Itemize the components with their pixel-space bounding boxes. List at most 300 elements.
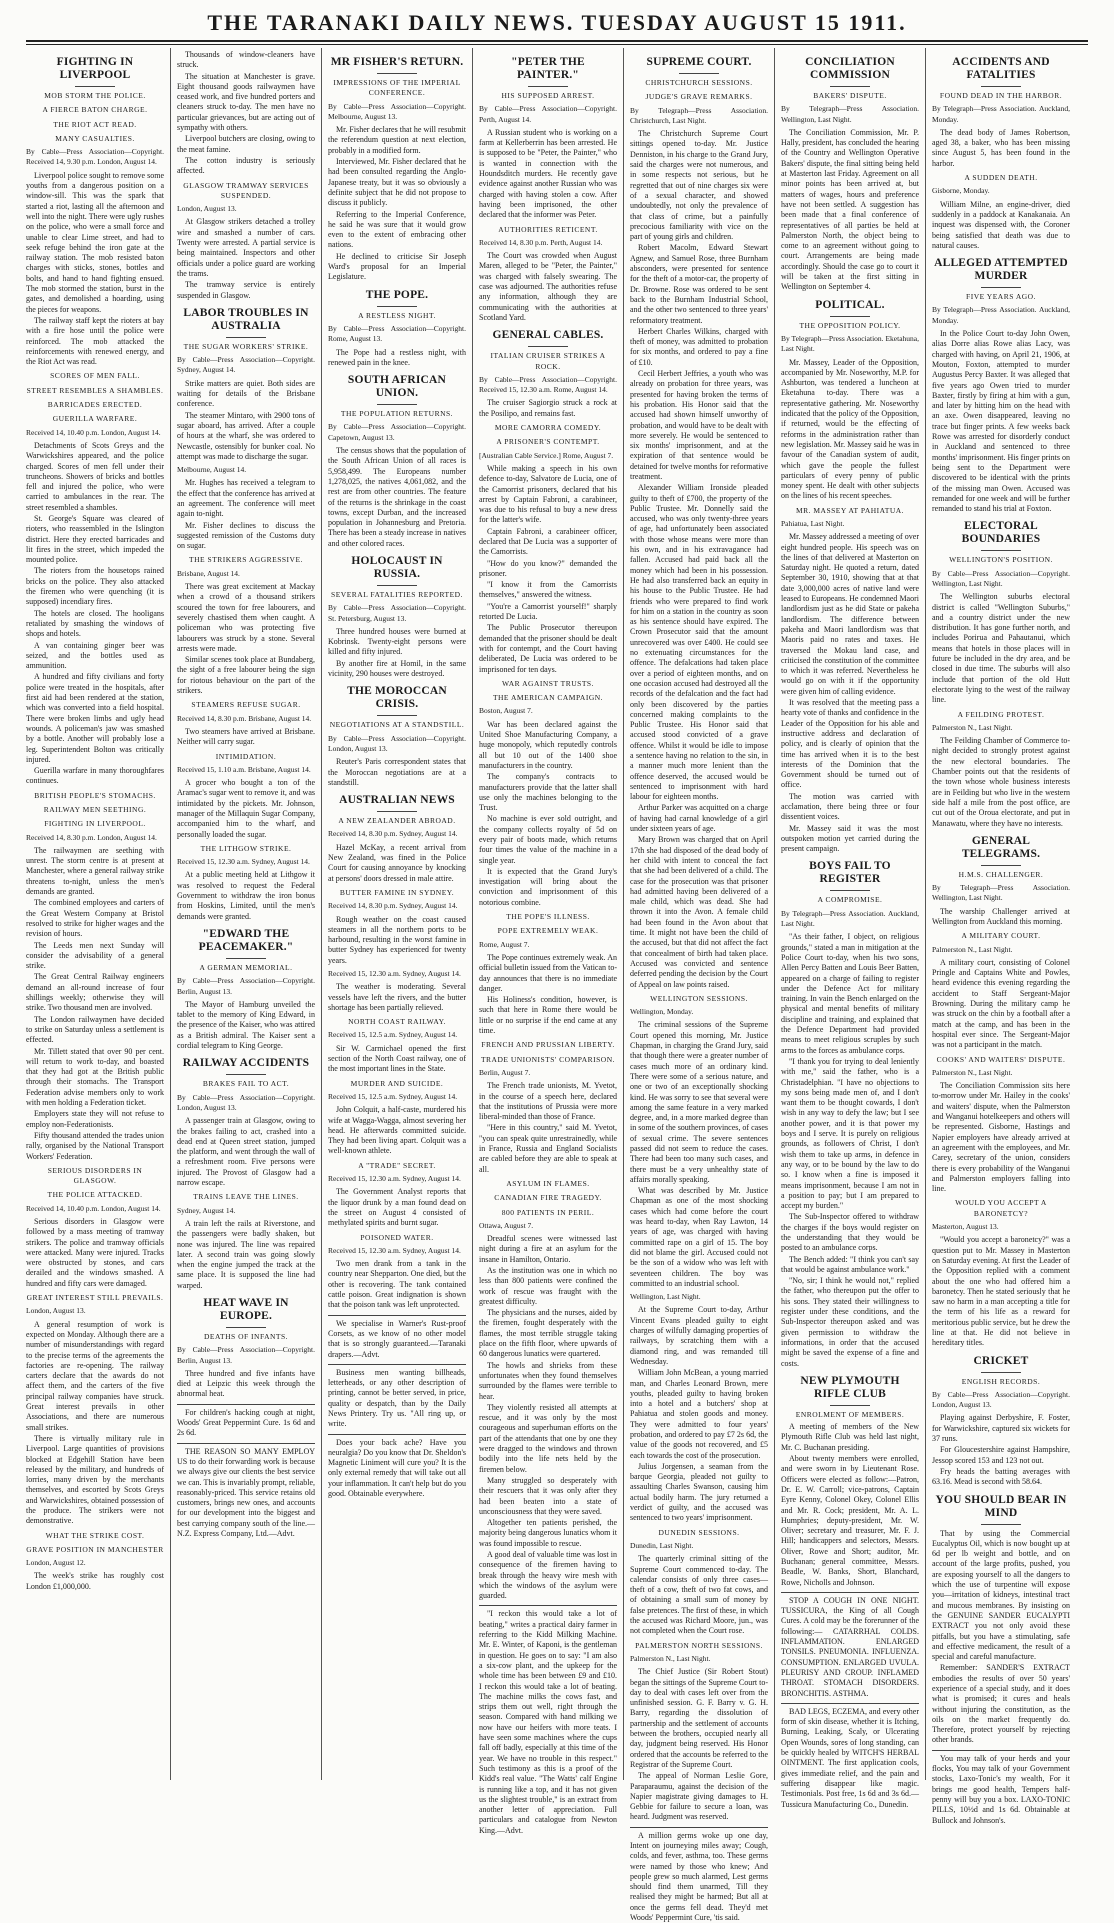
headline-rule bbox=[377, 73, 417, 74]
paragraph: Julius Jorgensen, a seaman from the barque Georgia, pleaded not guilty to assaulting Charles Swanson, causing him actual bodily harm. The jury returned a verdict of guilty, and the accused was sentenced to two years' imprisonment. bbox=[630, 1461, 768, 1523]
headline-rule bbox=[377, 811, 417, 812]
paragraph: While making a speech in his own defence to-day, Salvatore de Lucia, one of the Camorrist prisoners, declared that his arrest by Captain Fabroni, a carabineer, was due to his refusal to buy a new dress for the latter's wife. bbox=[479, 463, 617, 525]
headline-rule bbox=[981, 1524, 1021, 1525]
article-subheading: A GERMAN MEMORIAL. bbox=[199, 962, 293, 972]
column-4 bbox=[479, 50, 617, 1835]
headline-rule bbox=[377, 715, 417, 716]
paragraph: Altogether ten patients perished, the majority being dangerous lunatics whom it was found impossible to rescue. bbox=[479, 1518, 617, 1548]
article-headline: CONCILIATION COMMISSION bbox=[805, 56, 895, 81]
article-subheading: GLASGOW TRAMWAY SERVICES SUSPENDED. bbox=[183, 180, 309, 200]
dateline: By Cable—Press Association—Copyright. Perth, August 14. bbox=[479, 104, 617, 124]
paragraph: Mr. Tillett stated that over 90 per cent. will return to work to-day, and boasted that they had got at the British public through their stomachs. The Transport Federation advise members only to work with men holding a Federation ticket. bbox=[26, 1046, 164, 1108]
advertisement: THE REASON SO MANY EMPLOY US to do their forwarding work is because we always give our clients the best service we can. This is invariably prompt, reliable, reasonably-priced. This service retains old customers, brings new ones, and accounts for our development into the biggest and best carrying company south of the line.—N.Z. Express Company, Ltd.—Advt. bbox=[177, 1443, 315, 1540]
article-subheading: INTIMIDATION. bbox=[215, 751, 277, 761]
paragraph: A general resumption of work is expected on Monday. Although there are a number of misunderstandings with regard to the precise terms of the agreements the factories are re-opening. The railway carters declare that the awards do not affect them, and the carters of the five principal railway companies have struck. Great interest prevails in other Associations, and there are numerous small strikes. bbox=[26, 1319, 164, 1432]
paragraph: Liverpool police sought to remove some youths from a dangerous position on a window-sill. This was the spark that started a riot, lasting all the afternoon and well into the night. There were ugly rushes on the police, who were a small force and unable to clear Lime street, and had to seek refuge behind the iron gate at the railway station. The mob resisted baton charges with sticks, stones, bottles and bolts, and hand to hand fighting ensued. The mob stormed the station, burst in the gates, and demolished a hoarding, using the pieces for weapons. bbox=[26, 170, 164, 314]
dateline: By Telegraph—Press Association. Wellington, Last Night. bbox=[932, 883, 1070, 903]
column-2 bbox=[177, 50, 315, 1780]
headline-rule bbox=[226, 337, 266, 338]
headline-rule bbox=[830, 890, 870, 891]
headline-rule bbox=[981, 1372, 1021, 1373]
paragraph: "Would you accept a baronetcy?" was a question put to Mr. Massey in Masterton on Saturday evening. At first the Leader of the Opposition replied with a comment about the one who had offered him a baronetcy. Then he stated seriously that he saw no harm in a man accepting a title for the term of his life as a reward for meritorious public service, but he drew the line at that. He did not believe in hereditary titles. bbox=[932, 1235, 1070, 1348]
column-7 bbox=[932, 50, 1070, 1825]
paragraph: Many struggled so desperately with their rescuers that it was only after they had been beaten into a state of unconsciousness that they were saved. bbox=[479, 1475, 617, 1516]
paragraph: The Public Prosecutor thereupon demanded that the prisoner should be dealt with for contempt, and the Court having deliberated, De Lucia was ordered to be imprisoned for ten days. bbox=[479, 623, 617, 674]
paragraph: The hotels are closed. The hooligans retaliated by smashing the windows of shops and hotels. bbox=[26, 608, 164, 639]
headline-rule bbox=[377, 306, 417, 307]
paragraph: By another fire at Homil, in the same vicinity, 290 houses were destroyed. bbox=[328, 658, 466, 679]
column-divider bbox=[170, 48, 171, 1780]
dateline: Palmerston N., Last Night. bbox=[932, 944, 1013, 954]
paragraph: The Mayor of Hamburg unveiled the tablet to the memory of King Edward, in the presence of the Kaiser, who was attired as a British admiral. The Kaiser sent a cordial telegram to King George. bbox=[177, 999, 315, 1051]
dateline: By Cable—Press Association—Copyright. Berlin, August 13. bbox=[177, 976, 315, 996]
paragraph: "I thank you for trying to deal leniently with me," said the father, who is a Christadelphian. "I have no objections to my sons being made men of, and I don't want them to be thought cowards, I don't wish in any way to defy the law; but I see another power, and it is that power my boys and I serve. It is purely on religious grounds, as followers of Christ, I don't wish them to take up arms, in defence in any way, or to be bound by the law to do so. I know when a fine is imposed it means imprisonment, because I am not in a position to pay; but I am prepared to accept my burden." bbox=[781, 1056, 919, 1211]
column-6 bbox=[781, 50, 919, 1809]
article-subheading: ENROLMENT OF MEMBERS. bbox=[795, 1409, 905, 1419]
paragraph: Sir W. Carmichael opened the first section of the North Coast railway, one of the most important lines in the State. bbox=[328, 1043, 466, 1074]
paragraph: "No, sir; I think he would not," replied the father, who thereupon put the offer to his sons. They stated their willingness to register under these conditions, and the Sub-Inspector thereupon asked and was given permission to withdraw the informations, in order that the accused might be saved the expense of a fine and costs. bbox=[781, 1276, 919, 1368]
paragraph: St. George's Square was cleared of rioters, who reassembled in the Islington district. Here they erected barricades and lit fires in the street, which impeded the mounted police. bbox=[26, 513, 164, 565]
article-subheading: THE SUGAR WORKERS' STRIKE. bbox=[183, 341, 309, 351]
article-subheading: HIS SUPPOSED ARREST. bbox=[501, 91, 595, 100]
article-subheading: WELLINGTON SESSIONS. bbox=[650, 993, 748, 1003]
dateline: London, August 13. bbox=[26, 1306, 86, 1316]
article-headline: POLITICAL. bbox=[815, 298, 885, 311]
paragraph: Mr. Hughes has received a telegram to the effect that the conference has arrived at an agreement. The conference will meet again to-night. bbox=[177, 478, 315, 519]
article-subheading: IMPRESSIONS OF THE IMPERIAL CONFERENCE. bbox=[333, 78, 461, 98]
paragraph: The steamer Mintaro, with 2900 tons of sugar aboard, has arrived. After a couple of hours at the wharf, she was ordered to Newcastle, ostensibly for bunker coal. No attempt was made to discharge the sugar. bbox=[177, 410, 315, 461]
article-subheading: MANY CASUALTIES. bbox=[55, 133, 135, 143]
article-subheading: CHRISTCHURCH SESSIONS. bbox=[645, 78, 753, 87]
headline-rule bbox=[679, 73, 719, 74]
advertisement: Does your back ache? Have you neuralgia? Do you know that Dr. Sheldon's Magnetic Liniment will cure you? It is the only external remedy that will take out all your inflammation. It can't help but do you good. Obtainable everywhere. bbox=[328, 1434, 466, 1500]
article-subheading: GRAVE POSITION IN MANCHESTER bbox=[26, 1544, 164, 1554]
dateline: By Cable—Press Association—Copyright. London, August 13. bbox=[328, 733, 466, 753]
article-headline: HOLOCAUST IN RUSSIA. bbox=[351, 554, 443, 580]
article-subheading: MOB STORM THE POLICE. bbox=[44, 91, 146, 100]
dateline: Masterton, August 13. bbox=[932, 1222, 999, 1232]
paragraph: The Feilding Chamber of Commerce to-night decided to strongly protest against the new electoral boundaries. The Chamber points out that the residents of the town whose whole business interests are in Feilding but who live in the western side half a mile from the post office, are cut out of the Oroua electorate, and put in Manawatu, where they have no interests. bbox=[932, 736, 1070, 828]
article-subheading: STREET RESEMBLES A SHAMBLES. bbox=[26, 385, 164, 395]
dateline: Received 14, 8.30 p.m. London, August 14. bbox=[26, 832, 157, 842]
article-subheading: A RESTLESS NIGHT. bbox=[358, 310, 436, 320]
paragraph: Two men drank from a tank in the country near Shepparton. One died, but the other is recovering. The tank contained cattle poison. Great indignation is shown that the poison tank was left unprotected. bbox=[328, 1259, 466, 1310]
dateline: By Cable—Press Association—Copyright. Melbourne, August 13. bbox=[328, 101, 466, 121]
article-subheading: COOKS' AND WAITERS' DISPUTE. bbox=[936, 1054, 1066, 1064]
article-subheading: GUERILLA WARFARE. bbox=[52, 414, 138, 424]
paragraph: Three hundred houses were burned at Kobrinsk. Twenty-eight persons were killed and fifty injured. bbox=[328, 626, 466, 657]
advertisement: You may talk of your herds and your flocks, You may talk of your Government stocks, Laxo-Tonic's my wealth, For it brings me good health, Tempers half-penny will buy you a box. LAXO-TONIC PILLS, 10½d and 1s 6d. Obtainable at Bullock and Johnson's. bbox=[932, 1750, 1070, 1826]
article-subheading: PALMERSTON NORTH SESSIONS. bbox=[635, 1640, 763, 1650]
paragraph: The combined employees and carters of the Great Western Company at Bristol resolved to strike for higher wages and the revision of hours. bbox=[26, 898, 164, 939]
article-subheading: A FIERCE BATON CHARGE. bbox=[42, 105, 148, 115]
article-subheading: NORTH COAST RAILWAY. bbox=[348, 1017, 446, 1027]
headline-rule bbox=[981, 865, 1021, 866]
paragraph: Cecil Herbert Jeffries, a youth who was already on probation for three years, was presented for having broken the terms of his probation. His Honor said that the accused had shown himself unworthy of probation, and would have to be dealt with more severely. He would be sentenced to six months' imprisonment, and at the expiration of that sentence would be detained for twelve months for reformative treatment. bbox=[630, 369, 768, 481]
dateline: By Telegraph—Press Association. Christchurch, Last Night. bbox=[630, 105, 768, 125]
paragraph: The warship Challenger arrived at Wellington from Auckland this morning. bbox=[932, 906, 1070, 926]
paragraph: "Here in this country," said M. Yvetot, "you can speak quite unrestrainedly, while in France, Russia and England Socialists are cabled before they are able to speak at all. bbox=[479, 1123, 617, 1174]
advertisement: BAD LEGS, ECZEMA, and every other form of skin disease, whether it is Itching, Burning, Leaking, Scaly, or Ulcerating Open Wounds, sores of long standing, can be quickly healed by WITCH'S HERBAL OINTMENT. The first application cools, gives immediate relief, and the pain and suffering disappear like magic. Testimonials. Post free, 1s 6d and 3s 6d.—Tussicura Manufacturing Co., Dunedin. bbox=[781, 1703, 919, 1810]
paragraph: The quarterly criminal sitting of the Supreme Court commenced to-day. The calendar consists of only three cases—theft of a cow, theft of two fat cows, and of obtaining a small sum of money by false pretences. The first of these, in which the accused was Richard Moore, jun., was not completed when the Court rose. bbox=[630, 1554, 768, 1636]
masthead-rule-thin bbox=[26, 44, 1088, 45]
paragraph: Mr. Fisher declines to discuss the suggested remission of the Customs duty on sugar. bbox=[177, 520, 315, 551]
paragraph: The dead body of James Robertson, aged 38, a baker, who has been missing since August 5, has been found in the harbor. bbox=[932, 127, 1070, 168]
dateline: By Cable—Press Association—Copyright. Capetown, August 13. bbox=[328, 422, 466, 442]
paragraph: The Sub-Inspector offered to withdraw the charges if the boys would register on the understanding that they would be posted to an ambulance corps. bbox=[781, 1212, 919, 1253]
paragraph: In the Police Court to-day John Owen, alias Dorre alias Rowe alias Lacy, was charged with having, on April 21, 1906, at Mouton, Foxton, attempted to murder Augustus Percy Baxter. It was alleged that five years ago Owen tried to murder Baxter, firstly by firing at him with a gun, and later by hitting him on the head with an axe. Owen disappeared, leaving no trace but finger prints. A few weeks back Rowe was arrested for disorderly conduct in Auckland and sentenced to three months' imprisonment. His finger prints on being sent to the Department were discovered to be identical with the prints of the missing man Owen. Accused was remanded for one week and will be further remanded to stand his trial at Foxton. bbox=[932, 329, 1070, 514]
paragraph: Mr. Massey said it was the most outspoken motion yet carried during the present campaign. bbox=[781, 823, 919, 854]
dateline: By Telegraph—Press Association. Auckland, Monday. bbox=[932, 104, 1070, 124]
paragraph: No machine is ever sold outright, and the company collects royalty of 5d on every pair of boots made, which returns four times the value of the machine in a single year. bbox=[479, 814, 617, 865]
dateline: By Cable—Press Association—Copyright. Berlin, August 13. bbox=[177, 1345, 315, 1365]
dateline: Wellington, Last Night. bbox=[630, 1292, 701, 1302]
article-headline: AUSTRALIAN NEWS bbox=[339, 794, 455, 807]
article-headline: BOYS FAIL TO REGISTER bbox=[809, 860, 891, 886]
dateline: Palmerston N., Last Night. bbox=[630, 1653, 711, 1663]
paragraph: The weather is moderating. Several vessels have left the rivers, and the butter shortage has been partially relieved. bbox=[328, 982, 466, 1012]
advertisement: STOP A COUGH IN ONE NIGHT. TUSSICURA, the King of all Cough Cures. A cold may be the forerunner of the following:— CATARRHAL COLDS. INFLAMMATION. ENLARGED TONSILS. PNEUMONIA. INFLUENZA. CONSUMPTION. ENLARGED UVULA. PLEURISY AND CROUP. INFLAMED THROAT. STOMACH DISORDERS. BRONCHITIS. ASTHMA. bbox=[781, 1592, 919, 1699]
paragraph: The rioters from the housetops rained bricks on the police. They also attacked the firemen who were quenching (it is supposed) incendiary fires. bbox=[26, 566, 164, 607]
paragraph: The cruiser Sagiorgio struck a rock at the Posilipo, and remains fast. bbox=[479, 398, 617, 418]
dateline: London, August 12. bbox=[26, 1558, 86, 1568]
article-subheading: AUTHORITIES RETICENT. bbox=[498, 224, 598, 234]
article-headline: ACCIDENTS AND FATALITIES bbox=[952, 56, 1050, 81]
dateline: Received 14, 8.30 p.m. Sydney, August 14. bbox=[328, 829, 458, 839]
paragraph: For Gloucestershire against Hampshire, Jessop scored 153 and 123 not out. bbox=[932, 1445, 1070, 1465]
article-headline: THE POPE. bbox=[365, 288, 429, 301]
dateline: Received 14, 8.30 p.m. Sydney, August 14. bbox=[328, 901, 458, 911]
paragraph: The appeal of Norman Leslie Gore, Paraparaumu, against the decision of the Napier magistrate giving damages to H. Gebbie for failure to secure a loan, was heard. Judgment was reserved. bbox=[630, 1771, 768, 1822]
article-subheading: ENGLISH RECORDS. bbox=[961, 1376, 1041, 1386]
article-subheading: DUNEDIN SESSIONS. bbox=[658, 1527, 740, 1537]
article-subheading: BARRICADES ERECTED. bbox=[47, 400, 143, 410]
paragraph: A grocer who bought a ton of the Aramac's sugar went to remove it, and was intimidated by the pickets. Mr. Johnson, manager of the Millaquin Sugar Company, accompanied him to the wharf, and personally loaded the sugar. bbox=[177, 778, 315, 839]
article-headline: SOUTH AFRICAN UNION. bbox=[347, 374, 447, 400]
article-subheading: SEVERAL FATALITIES REPORTED. bbox=[331, 589, 463, 599]
paragraph: Remember: SANDER'S EXTRACT embodies the results of over 50 years' experience of a special study, and it does what is promised; it cures and heals without injuring the constitution, as the oils on the market frequently do. Therefore, protect yourself by rejecting other brands. bbox=[932, 1663, 1070, 1745]
headline-rule bbox=[226, 958, 266, 959]
article-subheading: H.M.S. CHALLENGER. bbox=[958, 869, 1044, 879]
paragraph: There was great excitement at Mackay when a crowd of a thousand strikers scoured the town for free labourers, and severely chastised them when caught. A policeman who was protecting five labourers was struck by a stone. Several arrests were made. bbox=[177, 582, 315, 653]
paragraph: At the Supreme Court to-day, Arthur Vincent Evans pleaded guilty to eight charges of wilfully damaging properties of railways, by scratching them with a diamond ring, and was remanded till Wednesday. bbox=[630, 1305, 768, 1366]
article-subheading: POPE EXTREMELY WEAK. bbox=[497, 926, 599, 936]
paragraph: Robert Macolm, Edward Stewart Agnew, and Samuel Rose, three Burnham absconders, were presented for sentence for the theft of a motor-car, the property of Dr. Browne. Rose was ordered to be sent back to the Burnham Industrial School, and the other two sentenced to three years' reformatory treatment. bbox=[630, 243, 768, 325]
article-subheading: TRADE UNIONISTS' COMPARISON. bbox=[480, 1054, 616, 1064]
paragraph: It was resolved that the meeting pass a hearty vote of thanks and confidence in the Leader of the Opposition for his able and instructive address and declaration of policy, and is clearly of opinion that the time has arrived when it is to the best interests of the Dominion that the Government should be turned out of office. bbox=[781, 698, 919, 790]
paragraph: The week's strike has roughly cost London £1,000,000. bbox=[26, 1571, 164, 1591]
paragraph: The Leeds men next Sunday will consider the advisability of a general strike. bbox=[26, 940, 164, 971]
paragraph: "As their father, I object, on religious grounds," stated a man in mitigation at the Police Court to-day, when his two sons, Allen Percy Batten and Louis Beer Batten, appeared on a charge of failing to register under the Defence Act for military training. In vain the Bench enlarged on the physical and mental benefits of military discipline and training, and explained that the Defence Department had provided means to meet religious scruples by such arms to the forces as ambulance corps. bbox=[781, 932, 919, 1055]
paragraph: His Holiness's condition, however, is such that here in Rome there would be little or no surprise if the end came at any time. bbox=[479, 995, 617, 1036]
paragraph: Reuter's Paris correspondent states that the Moroccan negotiations are at a standstill. bbox=[328, 757, 466, 787]
paragraph: "I know it from the Camorrists themselves," answered the witness. bbox=[479, 580, 617, 600]
paragraph: What was described by Mr. Justice Chapman as one of the most shocking cases which had come before the court was heard to-day, when Ray Lawton, 14 years of age, was charged with having committed rape on a girl of 15. The boy did not blame the girl. Accused could not be the son of a widow who was left with seventeen children. The boy was committed to an industrial school. bbox=[630, 1186, 768, 1288]
paragraph: The cotton industry is seriously affected. bbox=[177, 155, 315, 176]
paragraph: About twenty members were enrolled, and were sworn in by Lieutenant Rose. Officers were elected as follow:—Patron, Dr. E. W. Carroll; vice-patrons, Captain Eyre Kenny, Colonel Okey, Colonel Ellis and Mr. R. Cock; president, Mr. A. L. Humphries; deputy-president, Mr. W. Oliver; secretary and treasurer, Mr. F. J. Hill; handicappers and selectors, Messrs. Oliver, Rowe and Short; auditor, Mr. Buchanan; general committee, Messrs. Beadle, W. Banks, Short, Blanchard, Rowe, Nicholls and Johnson. bbox=[781, 1454, 919, 1587]
advertisement: "I reckon this would take a lot of beating," writes a practical dairy farmer in referring to the Kidd Milking Machine. Mr. E. Winter, of Kaponi, is the gentleman in question. He goes on to say: "I am also a six-cow plant, and the upkeep for the whole time has been between £9 and £10. I reckon this would take a lot of beating. The machine milks the cows fast, and strips them out well, right through the season. Compared with hand milking we now have our heifers with more teats. I have seen some machines where the cups fall off badly, especially at this time of the year. We have no trouble in this respect." Such testimony as this is a proof of the Kidd's real value. "The Watts' calf Engine is running like a top, and it has not given us the slightest trouble," is an extract from another letter of appreciation. Full particulars and catalogue from Newton King.—Advt. bbox=[479, 1605, 617, 1836]
paragraph: Strike matters are quiet. Both sides are waiting for details of the Brisbane conference. bbox=[177, 378, 315, 409]
article-subheading: MORE CAMORRA COMEDY. bbox=[494, 423, 602, 433]
paragraph: The railwaymen are seething with unrest. The storm centre is at present at Manchester, where a general railway strike threatens to-night, unless the men's demands are granted. bbox=[26, 845, 164, 897]
article-subheading: 800 PATIENTS IN PERIL. bbox=[501, 1207, 595, 1217]
dateline: By Telegraph—Press Association. Eketahuna, Last Night. bbox=[781, 333, 919, 354]
dateline: Received 15, 1.10 a.m. Brisbane, August 14. bbox=[177, 764, 311, 774]
paragraph: Employers state they will not refuse to employ non-Federationists. bbox=[26, 1109, 164, 1129]
dateline: Pahiatua, Last Night. bbox=[781, 518, 845, 528]
article-subheading: THE STRIKERS AGGRESSIVE. bbox=[189, 555, 303, 565]
article-headline: "PETER THE PAINTER." bbox=[511, 56, 585, 81]
article-subheading: FIVE YEARS AGO. bbox=[966, 292, 1036, 302]
dateline: Boston, August 7. bbox=[479, 706, 533, 716]
paragraph: The situation at Manchester is grave. Eight thousand goods railwaymen have ceased work, and five hundred porters and cleaners struck to-day. The men have no particular grievances, but are acting out of sympathy with others. bbox=[177, 71, 315, 133]
paragraph: Mr. Fisher declares that he will resubmit the referendum question at next election, probably in a modified form. bbox=[328, 125, 466, 155]
article-subheading: ASYLUM IN FLAMES. bbox=[506, 1178, 590, 1188]
dateline: By Cable—Press Association—Copyright. London, August 13. bbox=[932, 1389, 1070, 1410]
paragraph: Fifty thousand attended the trades union rally, organised by the National Transport Workers' Federation. bbox=[26, 1130, 164, 1161]
paragraph: Captain Fabroni, a carabineer officer, declared that De Lucia was a supporter of the Camorrists. bbox=[479, 526, 617, 557]
dateline: By Cable—Press Association—Copyright. Rome, August 13. bbox=[328, 323, 466, 344]
headline-rule bbox=[981, 287, 1021, 288]
article-subheading: GREAT INTEREST STILL PREVAILS. bbox=[26, 1293, 164, 1303]
article-headline: GENERAL CABLES. bbox=[492, 329, 604, 342]
article-subheading: A FEILDING PROTEST. bbox=[957, 709, 1045, 719]
dateline: By Cable—Press Association—Copyright. London, August 13. bbox=[177, 1092, 315, 1112]
dateline: London, August 13. bbox=[177, 204, 237, 214]
article-subheading: CANADIAN FIRE TRAGEDY. bbox=[494, 1193, 602, 1203]
dateline: Received 14, 10.40 p.m. London, August 14. bbox=[26, 427, 161, 437]
article-subheading: SCORES OF MEN FALL. bbox=[50, 371, 140, 381]
dateline: Melbourne, August 14. bbox=[177, 465, 247, 475]
paragraph: That by using the Commercial Eucalyptus Oil, which is now bought up at 6d per lb weight and bottle, and on account of the large profits, pushed, you are exposing yourself to all the dangers to which the use of turpentine will expose you—irritation of kidneys, intestinal tract and mucous membranes. By insisting on the GENUINE SANDER EUCALYPTI EXTRACT you not only avoid these pitfalls, but you have a stimulating, safe and effective medicament, the result of a special and careful manufacture. bbox=[932, 1528, 1070, 1662]
dateline: Palmerston N., Last Night. bbox=[932, 722, 1013, 732]
article-subheading: MR. MASSEY AT PAHIATUA. bbox=[795, 505, 905, 515]
paragraph: The howls and shrieks from these unfortunates when they found themselves surrounded by the flames were terrible to hear. bbox=[479, 1360, 617, 1401]
dateline: Wellington, Monday. bbox=[630, 1007, 694, 1017]
masthead-rule bbox=[26, 40, 1088, 42]
paragraph: Interviewed, Mr. Fisher declared that he had been consulted regarding the Anglo-Japanese treaty, but it was so obviously a definite subject that he did not propose to discuss it publicly. bbox=[328, 157, 466, 208]
paragraph: Detachments of Scots Greys and the Warwickshires appeared, and the police charged. Scores of men fell under their truncheons. Showers of bricks and bottles fell and injured the police, who were carried to ambulances in the rear. The street resembled a shambles. bbox=[26, 440, 164, 512]
article-headline: RAILWAY ACCIDENTS bbox=[182, 1057, 310, 1070]
advertisement: For children's hacking cough at night, Woods' Great Peppermint Cure. 1s 6d and 2s 6d. bbox=[177, 1404, 315, 1439]
paragraph: Rough weather on the coast caused steamers in all the northern ports to be harbound, resulting in the worst famine in butter Sydney has experienced for twenty years. bbox=[328, 914, 466, 965]
paragraph: A train left the rails at Riverstone, and the passengers were badly shaken, but none was injured. The line was repaired later. A second train was going slowly when the engine jumped the track at the same place. It is supposed the line had warped. bbox=[177, 1218, 315, 1290]
dateline: Dunedin, Last Night. bbox=[630, 1540, 694, 1550]
paragraph: John Colquit, a half-caste, murdered his wife at Wagga-Wagga, almost severing her head. He afterwards committed suicide. They had been living apart. Colquit was a well-known athlete. bbox=[328, 1105, 466, 1156]
paragraph: Mr. Massey addressed a meeting of over eight hundred people. His speech was on the lines of that delivered at Masterton on Saturday night. He quoted a return, dated September 30, 1910, showing that at that date 3,000,000 acres of native land were leased to Europeans. He condemned Maori landlordism just as he did State or pakeha landlordism. The difference between pakeha and Maori landlordism was that Maoris paid no rates and taxes. He traversed the Mokau land case, and criticised the constitution of the committee to which it was referred. Nevertheless he would go on with it if the opportunity were given him of calling evidence. bbox=[781, 532, 919, 696]
paragraph: Herbert Charles Wilkins, charged with theft of money, was admitted to probation for six months, and ordered to pay a fine of £10. bbox=[630, 326, 768, 367]
article-headline: ELECTORAL BOUNDARIES bbox=[961, 520, 1041, 546]
dateline: Rome, August 7. bbox=[479, 939, 530, 949]
article-subheading: BRAKES FAIL TO ACT. bbox=[202, 1079, 290, 1089]
article-subheading: A PRISONER'S CONTEMPT. bbox=[496, 437, 600, 447]
article-headline: MR FISHER'S RETURN. bbox=[330, 56, 464, 68]
dateline: Sydney, August 14. bbox=[177, 1205, 236, 1215]
headline-rule bbox=[830, 86, 870, 87]
article-subheading: BRITISH PEOPLE'S STOMACHS. bbox=[34, 790, 156, 800]
paragraph: Hazel McKay, a recent arrival from New Zealand, was fined in the Police Court for causing annoyance by knocking at persons' doors dressed in male attire. bbox=[328, 842, 466, 883]
headline-rule bbox=[830, 1405, 870, 1406]
article-subheading: THE POLICE ATTACKED. bbox=[47, 1190, 143, 1200]
paragraph: There is virtually military rule in Liverpool. Large quantities of provisions blocked at Edgehill Station have been released by the military, and hundreds of lorries, many driven by the merchants themselves, and escorted by Scots Greys and Warwickshires, obtained possession of the produce. The strikers were not demonstrative. bbox=[26, 1433, 164, 1526]
article-subheading: STEAMERS REFUSE SUGAR. bbox=[191, 700, 301, 710]
dateline: By Telegraph—Press Association. Auckland, Last Night. bbox=[781, 908, 919, 929]
dateline: Received 15, 12.30 a.m. Sydney, August 14. bbox=[328, 1174, 461, 1184]
article-subheading: BAKERS' DISPUTE. bbox=[813, 91, 887, 100]
paragraph: Referring to the Imperial Conference, he said he was sure that it would grow even to the extent of embracing other nations. bbox=[328, 209, 466, 250]
paragraph: Mr. Massey, Leader of the Opposition, accompanied by Mr. Noseworthy, M.P. for Ashburton, was tendered a luncheon at Eketahuna to-day. There was a representative gathering. Mr. Noseworthy indicated that the policy of the Opposition, if returned, would be the effecting of reforms in the administration rather than new legislation. Mr. Massey said he was in favour of the Canadian system of audit, which gave the people the fullest particulars of every penny of public money spent. He dealt with other subjects on the lines of his recent speeches. bbox=[781, 357, 919, 501]
article-headline: "EDWARD THE PEACEMAKER." bbox=[198, 927, 294, 953]
paragraph: The Government Analyst reports that the liquor drunk by a man found dead on the street on August 4 consisted of methylated spirits and burnt sugar. bbox=[328, 1187, 466, 1228]
headline-rule bbox=[75, 86, 115, 87]
paragraph: Thousands of window-cleaners have struck. bbox=[177, 50, 315, 70]
paragraph: The criminal sessions of the Supreme Court opened this morning, Mr. Justice Chapman, in charging the Grand Jury, said that though there were a greater number of cases much more of an ordinary kind. There were some of a serious nature, and one or two of an exceptionally shocking kind. He was sorry to see that several were among the same feature in a very marked degree, and, in a more marked degree than in some of the southern provinces, of cases of sexual crime. The severe sentences passed did not seem to reduce the cases. There had been too many such cases, and there must be a very unhealthy state of affairs morally speaking. bbox=[630, 1020, 768, 1184]
article-subheading: TRAINS LEAVE THE LINES. bbox=[193, 1192, 299, 1202]
column-5 bbox=[630, 50, 768, 1923]
dateline: [Australian Cable Service.] Rome, August 7. bbox=[479, 450, 614, 460]
paragraph: As the institution was one in which no less than 800 patients were confined the work of rescue was fraught with the greatest difficulty. bbox=[479, 1265, 617, 1306]
article-headline: NEW PLYMOUTH RIFLE CLUB bbox=[800, 1374, 900, 1400]
article-subheading: BUTTER FAMINE IN SYDNEY. bbox=[339, 887, 455, 897]
dateline: Palmerston N., Last Night. bbox=[932, 1067, 1013, 1077]
dateline: Received 14, 10.40 p.m. London, August 14. bbox=[26, 1203, 161, 1213]
paragraph: They violently resisted all attempts at rescue, and it was only by the most courageous and superhuman efforts on the part of the attendants that one by one they were dragged to the windows and thrown bodily into the life nets held by the firemen below. bbox=[479, 1402, 617, 1474]
article-subheading: RAILWAY MEN SEETHING. bbox=[43, 805, 147, 814]
paragraph: He declined to criticise Sir Joseph Ward's proposal for an Imperial Legislature. bbox=[328, 251, 466, 282]
paragraph: A van containing ginger beer was seized, and the bottles used as ammunition. bbox=[26, 640, 164, 671]
paragraph: Alexander William Ironside pleaded guilty to theft of £700, the property of the Public Trustee. Mr. Donnelly said the accused, who was only twenty-three years of age, had unfortunately been associated with those whose means were more than his own, and in his extravagance had fallen. Accused had paid back all the money which had been in his possession. He had also transferred back an equity in his house to the Public Trustee. He had friends who were prepared to find work for him on a station in the country as soon as his sentence should have expired. The Crown Prosecutor said that the amount unrecovered was over £400. He could see no extenuating circumstances for the offence. The defalcations had taken place over a period of eighteen months, and on one occasion accused had destroyed all the records of the defalcation and the fact had only been discovered by the parties concerned making complaints to the Public Trustee. His Honor said that accused stood convicted of a grave offence. Whilst it would be idle to impose a sentence having no relation to the sin, in a manner much more lenient than the offence deserved, the accused would be sentenced to imprisonment with hard labour for eighteen months. bbox=[630, 483, 768, 802]
dateline: Ottawa, August 7. bbox=[479, 1220, 534, 1230]
article-headline: FIGHTING IN LIVERPOOL bbox=[56, 56, 134, 81]
article-subheading: A NEW ZEALANDER ABROAD. bbox=[338, 816, 456, 826]
headline-rule bbox=[226, 1327, 266, 1328]
dateline: Brisbane, August 14. bbox=[177, 568, 240, 578]
article-headline: HEAT WAVE IN EUROPE. bbox=[203, 1296, 289, 1322]
paragraph: The Conciliation Commission, Mr. P. Hally, president, has concluded the hearing of the Country and Wellington Operative Bakers' dispute, the final sitting being held at Masterton last Friday. Agreement on all minor points has been arrived at, but matters of wages, hours and preference have not been settled. A suggestion has been made that a final conference of representatives of all parties be held at Palmerston North, the object being to come to an agreement without going to court. Arrangements are being made accordingly. Should the case go to court it will be taken at the first sitting in Wellington on September 4. bbox=[781, 127, 919, 292]
article-subheading: MURDER AND SUICIDE. bbox=[350, 1078, 444, 1088]
dateline: By Cable—Press Association—Copyright. St. Petersburg, August 13. bbox=[328, 603, 466, 623]
article-subheading: POISONED WATER. bbox=[360, 1232, 434, 1242]
dateline: Received 15, 12.30 a.m. Sydney, August 14. bbox=[328, 969, 461, 978]
paragraph: The motion was carried with acclamation, there being three or four dissentient voices. bbox=[781, 791, 919, 822]
headline-rule bbox=[981, 550, 1021, 551]
article-subheading: SERIOUS DISORDERS IN GLASGOW. bbox=[47, 1165, 143, 1186]
article-headline: LABOR TROUBLES IN AUSTRALIA bbox=[183, 306, 309, 332]
paragraph: At a public meeting held at Lithgow it was resolved to request the Federal Government to withdraw the iron bonus from Hoskins, Limited, until the men's demands were granted. bbox=[177, 870, 315, 921]
dateline: By Cable—Press Association—Copyright. Wellington, Last Night. bbox=[932, 568, 1070, 588]
paragraph: William Milne, an engine-driver, died suddenly in a paddock at Kanakanaia. An inquest was dispensed with, the Coroner being satisfied that death was due to natural causes. bbox=[932, 199, 1070, 250]
paragraph: A meeting of members of the New Plymouth Rifle Club was held last night, Mr. C. Buchanan presiding. bbox=[781, 1422, 919, 1452]
paragraph: Guerilla warfare in many thoroughfares continues. bbox=[26, 766, 164, 786]
article-subheading: THE POPULATION RETURNS. bbox=[340, 409, 454, 419]
paragraph: Playing against Derbyshire, F. Foster, for Warwickshire, captured six wickets for 37 runs. bbox=[932, 1413, 1070, 1444]
paragraph: "How do you know?" demanded the prisoner. bbox=[479, 558, 617, 578]
column-divider bbox=[623, 48, 624, 1780]
paragraph: A passenger train at Glasgow, owing to the brakes failing to act, crashed into a dead end at Queen street station, jumped the platform, and went through the wall of a refreshment room. Five persons were injured. The Provost of Glasgow had a narrow escape. bbox=[177, 1116, 315, 1188]
advertisement: We specialise in Warner's Rust-proof Corsets, as we know of no other model that is so strongly guaranteed.—Taranaki drapers.—Advt. bbox=[328, 1315, 466, 1360]
article-subheading: THE OPPOSITION POLICY. bbox=[799, 320, 901, 330]
masthead: THE TARANAKI DAILY NEWS. TUESDAY AUGUST 15 1911. bbox=[207, 10, 907, 35]
paragraph: The tramway service is entirely suspended in Glasgow. bbox=[177, 280, 315, 300]
column-1 bbox=[26, 50, 164, 1780]
paragraph: The railway staff kept the rioters at bay with a fire hose until the police were reinforced. The mob attacked the reinforcements with renewed energy, and the Riot Act was read. bbox=[26, 315, 164, 367]
paragraph: The Great Central Railway engineers demand an all-round increase of four shillings weekly; otherwise they will strike. Two thousand men are involved. bbox=[26, 972, 164, 1013]
article-subheading: A "TRADE" SECRET. bbox=[358, 1160, 436, 1170]
dateline: Received 15, 12.30 a.m. Sydney, August 14. bbox=[328, 1245, 461, 1255]
paragraph: Serious disorders in Glasgow were followed by a mass meeting of tramway strikers. The police and tramway officials were attacked. Many were injured. Tracks were obstructed by stones, and cars derailed and the windows smashed. A hundred and fifty cars were damaged. bbox=[26, 1216, 164, 1288]
paragraph: War has been declared against the United Shoe Manufacturing Company, a huge monopoly, which reputedly controls all but 10 out of the 1400 shoe manufacturers in the country. bbox=[479, 719, 617, 770]
paragraph: "You're a Camorrist yourself!" sharply retorted De Lucia. bbox=[479, 601, 617, 622]
article-subheading: DEATHS OF INFANTS. bbox=[203, 1331, 289, 1341]
paragraph: It is expected that the Grand Jury's investigation will bring about the conviction and imprisonment of this notorious combine. bbox=[479, 866, 617, 907]
article-subheading: WOULD YOU ACCEPT A BARONETCY? bbox=[955, 1198, 1047, 1218]
paragraph: A hundred and fifty civilians and forty police were treated in the hospitals, after first aid had been rendered at the station, which was converted into a field hospital. There were broken limbs and ugly head wounds. A policeman's jaw was smashed by a bottle. Another will probably lose a leg. Superintendent Bolton was critically injured. bbox=[26, 672, 164, 764]
paragraph: The Pope had a restless night, with renewed pain in the knee. bbox=[328, 347, 466, 367]
article-headline: ALLEGED ATTEMPTED MURDER bbox=[934, 257, 1068, 283]
article-subheading: FIGHTING IN LIVERPOOL. bbox=[44, 819, 146, 829]
paragraph: The French trade unionists, M. Yvetot, in the course of a speech here, declared that the institutions of Prussia were more liberal-minded than those of France. bbox=[479, 1081, 617, 1122]
dateline: Received 15, 12.5 a.m. Sydney, August 14. bbox=[328, 1091, 458, 1101]
paragraph: William John McBean, a young married man, and Charles Leonard Brown, mere youths, pleaded guilty to having broken into a hotel and a butchers' shop at Pahiatua and stolen goods and money. They were admitted to four years' probation, and ordered to pay £7 2s 6d, the value of the goods not recovered, and £5 each towards the cost of the prosecution. bbox=[630, 1368, 768, 1460]
column-divider bbox=[472, 48, 473, 1780]
article-headline: CRICKET bbox=[973, 1354, 1029, 1367]
paragraph: Fry heads the batting averages with 63.16. Mead is second with 58.64. bbox=[932, 1466, 1070, 1487]
dateline: Berlin, August 7. bbox=[479, 1067, 531, 1077]
article-subheading: A SUDDEN DEATH. bbox=[964, 173, 1038, 183]
paragraph: Arthur Parker was acquitted on a charge of having had carnal knowledge of a girl under sixteen years of age. bbox=[630, 803, 768, 834]
article-subheading: A MILITARY COURT. bbox=[961, 931, 1041, 941]
headline-rule bbox=[981, 86, 1021, 87]
article-subheading: THE AMERICAN CAMPAIGN. bbox=[492, 693, 604, 703]
headline-rule bbox=[377, 585, 417, 586]
column-divider bbox=[321, 48, 322, 1780]
article-subheading: WELLINGTON'S POSITION. bbox=[949, 555, 1053, 565]
dateline: By Cable—Press Association—Copyright. Received 14, 9.30 p.m. London, August 14. bbox=[26, 147, 164, 167]
article-subheading: THE RIOT ACT READ. bbox=[53, 119, 137, 129]
article-subheading: THE POPE'S ILLNESS. bbox=[506, 912, 590, 922]
paragraph: The Court was crowded when August Maren, alleged to be "Peter, the Painter," was charged with falsely swearing. The case was adjourned. The authorities refuse any information, although they are communicating with the authorities at Scotland Yard. bbox=[479, 251, 617, 322]
paragraph: The Conciliation Commission sits here to-morrow under Mr. Hailey in the cooks' and waiters' dispute, when the Palmerston and Wanganui hotelkeepers and others will be represented. Gisborne, Hastings and Napier employers have already arrived at an agreement with the employees, and Mr. Carey, secretary of the union, considers there is every probability of the Wanganui and Palmerston employers falling into line. bbox=[932, 1081, 1070, 1194]
dateline: Received 14, 8.30 p.m. Brisbane, August 14. bbox=[177, 713, 312, 723]
paragraph: Three hundred and five infants have died at Leipzic this week through the abnormal heat. bbox=[177, 1368, 315, 1399]
article-subheading: NEGOTIATIONS AT A STANDSTILL. bbox=[329, 720, 465, 730]
article-headline: THE MOROCCAN CRISIS. bbox=[347, 685, 447, 711]
article-subheading: ITALIAN CRUISER STRIKES A ROCK. bbox=[490, 351, 606, 371]
article-headline: YOU SHOULD BEAR IN MIND bbox=[935, 1493, 1067, 1519]
article-subheading: FOUND DEAD IN THE HARBOR. bbox=[939, 91, 1063, 100]
headline-rule bbox=[528, 346, 568, 347]
dateline: By Cable—Press Association—Copyright. Sydney, August 14. bbox=[177, 355, 315, 375]
paragraph: The Wellington suburbs electoral district is called "Wellington Suburbs," and a country district under the new distribution. It has gone further north, and includes Porirua and Pahautanui, which means that hotels in those places will in future be included in the dry area, and be closed in due time. The suburbs will also include that portion of the old Hutt electorate lying to the west of the railway line. bbox=[932, 592, 1070, 705]
article-headline: SUPREME COURT. bbox=[646, 56, 752, 68]
paragraph: The London railwaymen have decided to strike on Saturday unless a settlement is effected. bbox=[26, 1014, 164, 1045]
dateline: By Telegraph—Press Association. Auckland, Monday. bbox=[932, 305, 1070, 325]
advertisement: Business men wanting billheads, letterheads, or any other description of printing, cannot be better served, in price, quality or despatch, than by the Daily News Printery. Try us. "All ring up, or write. bbox=[328, 1364, 466, 1430]
paragraph: Two steamers have arrived at Brisbane. Neither will carry sugar. bbox=[177, 726, 315, 747]
dateline: Received 15, 12.30 a.m. Sydney, August 14. bbox=[177, 857, 310, 867]
headline-rule bbox=[226, 1074, 266, 1075]
dateline: By Cable—Press Association—Copyright. Received 15, 12.30 a.m. Rome, August 14. bbox=[479, 374, 617, 395]
advertisement: A million germs woke up one day, Intent on journeying miles away; Cough, colds, and fever, asthma, too. These germs were named by those who knew; And people grew so much alarmed, Lest germs should find them unarmed, Till they realised they might be harmed; But all at once the germs fell dead. They'd met Woods' Peppermint Cure, 'tis said. bbox=[630, 1827, 768, 1923]
paragraph: Mary Brown was charged that on April 17th she had disposed of the dead body of her child with intent to conceal the fact that she had been delivered of a child. The case for the prosecution was that prisoner had admitted having been delivered of a male child, which was dead. She had thrown it into the Avon. A female child had been found in the Avon about that time. It might not have been the child of the accused, but that did not affect the fact that concealment of birth had taken place. Accused was convicted and sentence deferred pending the decision by the Court of Appeal on law points raised. bbox=[630, 835, 768, 989]
dateline: Received 15, 12.5 a.m. Sydney, August 14. bbox=[328, 1030, 458, 1040]
paragraph: Similar scenes took place at Bundaberg, the sight of a free labourer being the sign for riotous behaviour on the part of the strikers. bbox=[177, 655, 315, 696]
article-subheading: WAR AGAINST TRUSTS. bbox=[502, 678, 594, 688]
paragraph: The Chief Justice (Sir Robert Stout) began the sittings of the Supreme Court to-day to deal with cases left over from the unfinished session. G. F. Barry v. G. H. Barry, regarding the dissolution of partnership and the settlement of accounts between the brothers, occupied nearly all day, judgment being reserved. His Honor ordered that the accounts be referred to the Registrar of the Supreme Court. bbox=[630, 1667, 768, 1769]
dateline: Received 14, 8.30 p.m. Perth, August 14. bbox=[479, 237, 603, 247]
dateline: By Telegraph—Press Association. Wellington, Last Night. bbox=[781, 104, 919, 124]
article-subheading: A COMPROMISE. bbox=[817, 895, 883, 905]
